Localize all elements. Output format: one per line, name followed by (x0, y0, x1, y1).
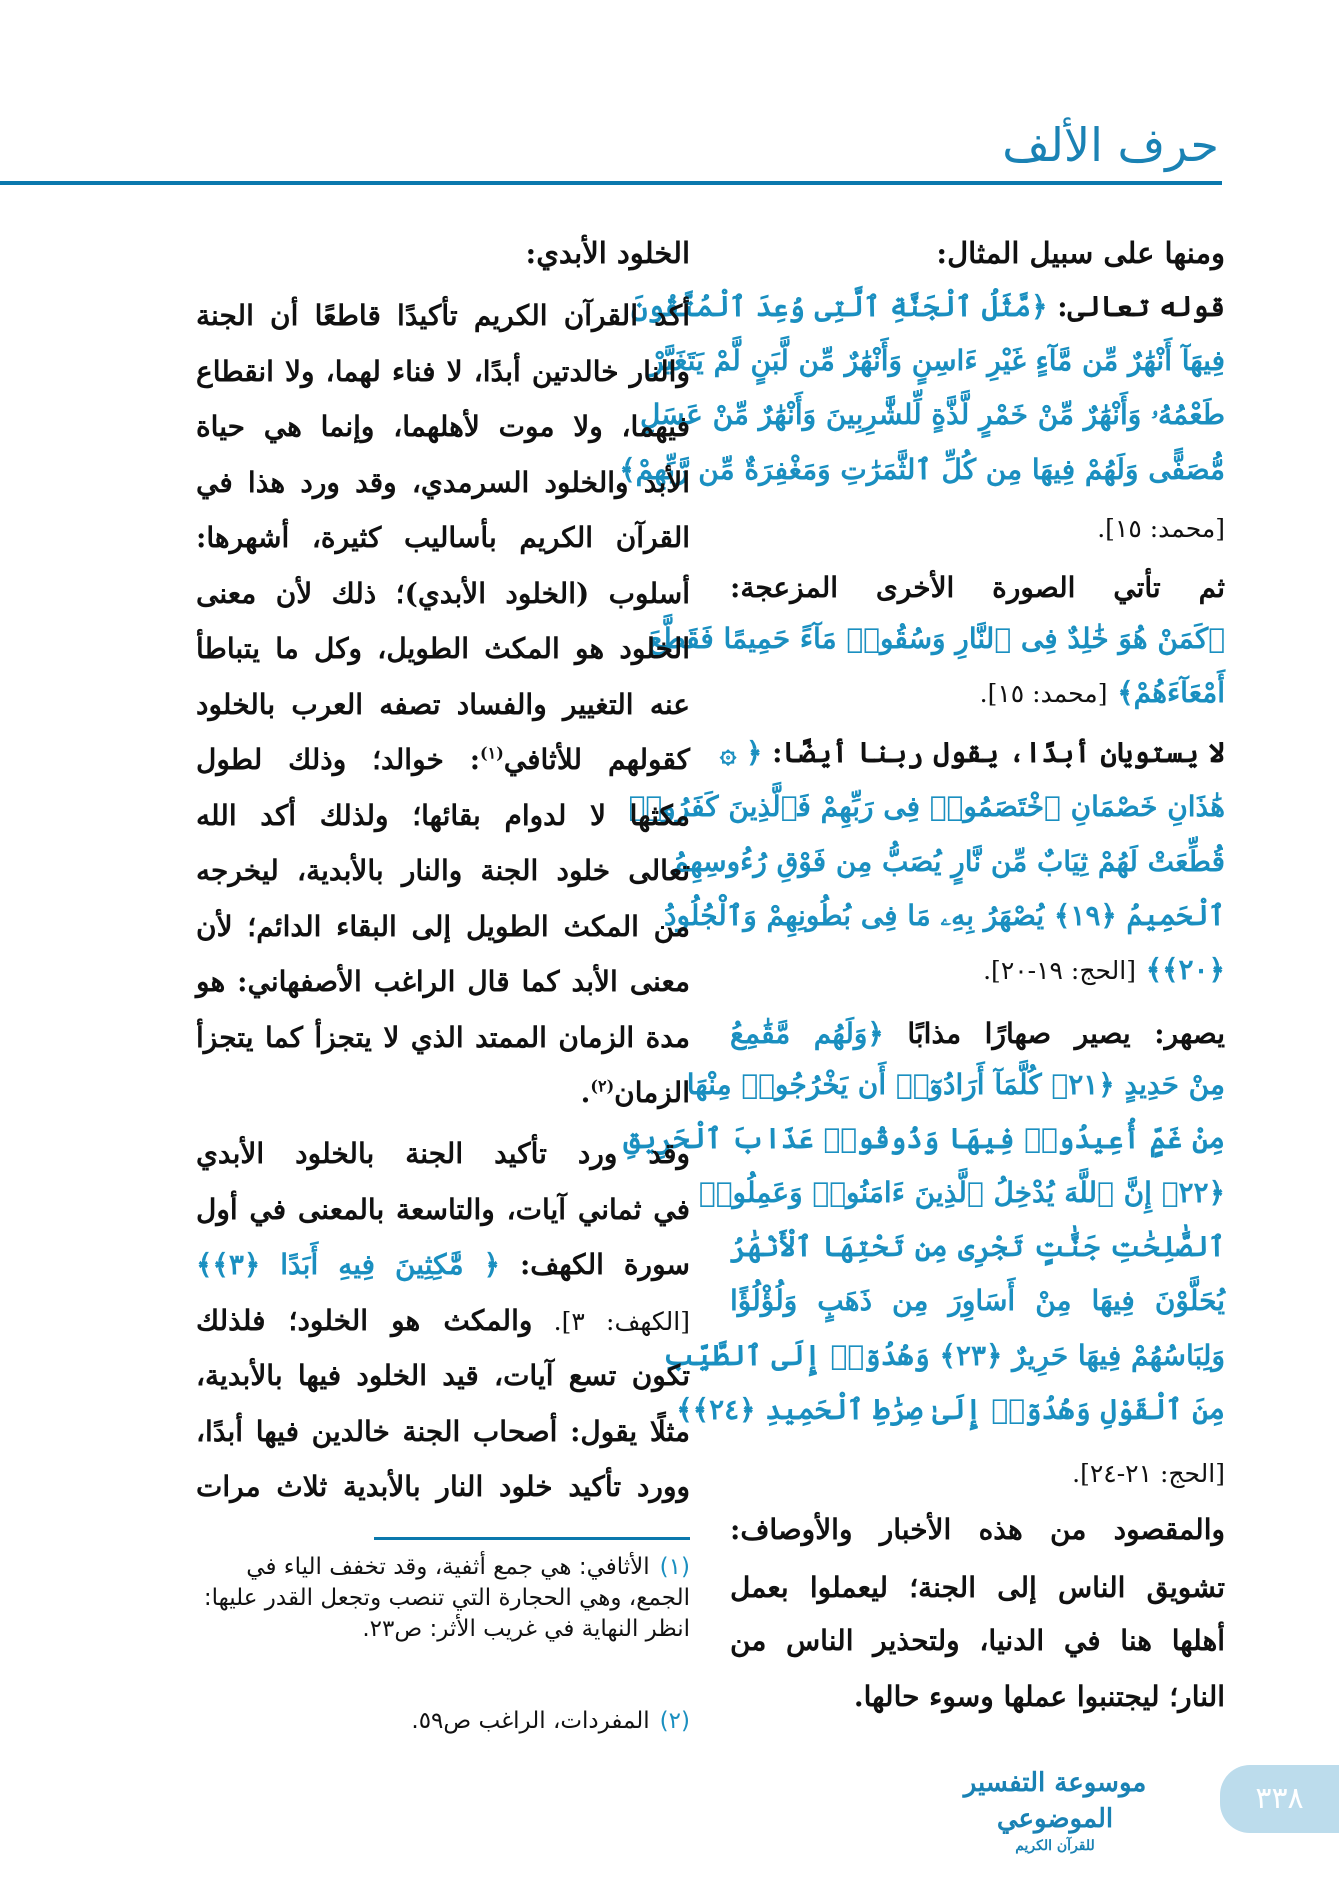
text-line (671, 835, 1225, 889)
body-text: تعالى خلود الجنة والنار بالأبدية، ليخرجه (196, 854, 690, 887)
body-text: فيهما، ولا موت لأهلهما، وإنما هي حياة (196, 410, 690, 443)
page-number: ٣٣٨ (1220, 1765, 1339, 1833)
text-line (196, 844, 690, 898)
text-line (730, 1561, 1225, 1615)
body-text: أسلوب (الخلود الأبدي)؛ ذلك لأن معنى (196, 577, 690, 610)
body-text: الخلود هو المكث الطويل، وكل ما يتباطأ (196, 632, 690, 665)
quran-verse: قُطِّعَتْ لَهُمْ ثِيَابٌ مِّن نَّارٍ يُصَبُّ مِن فَوْقِ رُءُوسِهِمُ (671, 845, 1225, 878)
text-line (196, 1238, 690, 1292)
text-line (664, 889, 1225, 943)
body-text: عنه التغيير والفساد تصفه العرب بالخلود (196, 688, 690, 721)
footnote-divider (374, 1537, 690, 1540)
verse-reference: [الحج: ١٩-٢٠]. (983, 956, 1136, 985)
text-line (196, 289, 690, 343)
text-line (730, 1007, 1225, 1061)
text-line (730, 1220, 1225, 1274)
quran-verse: وَلِبَاسُهُمْ فِيهَا حَرِيرٌ ﴿٢٣﴾ وَهُدُوٓا۟ إِلَى ٱلطَّيِّبِ (663, 1339, 1225, 1372)
body-text: تكون تسع آيات، قيد الخلود فيها بالأبدية، (196, 1359, 690, 1392)
text-line (730, 1446, 1225, 1500)
text-line (196, 1066, 690, 1120)
body-text: يصهر: يصير صهارًا مذابًا (883, 1017, 1226, 1050)
text-line (730, 1614, 1225, 1668)
body-text: سورة الكهف: (500, 1248, 690, 1281)
body-text: أهلها هنا في الدنيا، ولتحذير الناس من (730, 1624, 1225, 1657)
verse-reference: [الكهف: ٣]. (532, 1307, 690, 1336)
body-text: ثم تأتي الصورة الأخرى المزعجة: (730, 571, 1225, 604)
body-text: وقد ورد تأكيد الجنة بالخلود الأبدي (196, 1137, 690, 1170)
footnote-number: (١) (659, 1554, 690, 1580)
text-line (196, 789, 690, 843)
quran-verse: ﴿وَلَهُم مَّقَٰمِعُ (730, 1017, 884, 1050)
text-line (196, 400, 690, 454)
quran-verse: ﴿٢٢﴾ إِنَّ ٱللَّهَ يُدْخِلُ ٱلَّذِينَ ءَامَنُوا۟ وَعَمِلُوا۟ (698, 1176, 1225, 1209)
quran-verse: مِنَ ٱلْقَوْلِ وَهُدُوٓا۟ إِلَىٰ صِرَٰطِ ٱلْحَمِيدِ ﴿٢٤﴾﴾ (676, 1393, 1225, 1426)
quran-verse: ﴿مَّثَلُ ٱلْجَنَّةِ ٱلَّتِى وُعِدَ ٱلْمُتَّقُونَ (631, 290, 1048, 323)
body-text: الزمان (614, 1076, 690, 1109)
footnote-number: (٢) (659, 1708, 690, 1734)
quran-verse: ﴿٢٠﴾﴾ (1135, 953, 1225, 986)
body-text: أكد القرآن الكريم تأكيدًا قاطعًا أن الجنة (196, 299, 690, 332)
footnote-2 (196, 1706, 690, 1737)
verse-reference: [محمد: ١٥]. (1097, 514, 1225, 543)
text-line (196, 456, 690, 510)
quran-verse: هَٰذَانِ خَصْمَانِ ٱخْتَصَمُوا۟ فِى رَبِّهِمْ فَٱلَّذِينَ كَفَرُوا۟ (628, 790, 1225, 823)
body-text: تشويق الناس إلى الجنة؛ ليعملوا بعمل (730, 1571, 1225, 1604)
body-text: لا يستويان أبدًا، يقول ربنا أيضًا: (762, 736, 1225, 769)
text-line (730, 1274, 1225, 1328)
text-line (730, 226, 1225, 280)
body-text: والمكث هو الخلود؛ فلذلك (196, 1304, 533, 1337)
chapter-title: حرف الألف (1002, 118, 1219, 172)
text-line (196, 955, 690, 1009)
body-text: كقولهم للأثافي (503, 743, 690, 776)
quran-verse: أَمْعَآءَهُمْ﴾ (1107, 676, 1225, 709)
text-line (196, 1294, 690, 1348)
text-line (628, 780, 1225, 834)
body-text: والنار خالدتين أبدًا، لا فناء لهما، ولا انقطاع (196, 355, 690, 388)
body-text: الخلود الأبدي: (525, 236, 690, 270)
text-line (663, 1329, 1225, 1383)
text-line (196, 345, 690, 399)
body-text: القرآن الكريم بأساليب كثيرة، أشهرها: (196, 521, 690, 554)
text-line (196, 511, 690, 565)
text-line (196, 226, 690, 280)
footnote-marker: (١) (480, 743, 504, 763)
header-divider (0, 181, 1222, 185)
quran-verse: ٱلْحَمِيمُ ﴿١٩﴾ يُصْهَرُ بِهِۦ مَا فِى بُطُونِهِمْ وَٱلْجُلُودُ (664, 899, 1225, 932)
body-text: وورد تأكيد خلود النار بالأبدية ثلاث مرات (196, 1470, 690, 1503)
body-text: معنى الأبد كما قال الراغب الأصفهاني: هو (196, 965, 690, 998)
quran-verse: طَعْمُهُۥ وَأَنْهَٰرٌ مِّنْ خَمْرٍ لَّذَّةٍ لِّلشَّٰرِبِينَ وَأَنْهَٰرٌ مِّنْ عَسَلٍ (639, 398, 1225, 431)
text-line (196, 1460, 690, 1514)
text-line (648, 612, 1225, 666)
text-line (719, 726, 1225, 780)
text-line (196, 900, 690, 954)
text-line (196, 733, 690, 787)
body-text: النار؛ ليجتنبوا عملها وسوء حالها. (853, 1680, 1225, 1713)
text-line (196, 1011, 690, 1065)
text-line (698, 1166, 1225, 1220)
quran-verse: مُّصَفًّى وَلَهُمْ فِيهَا مِن كُلِّ ٱلثَّمَرَٰتِ وَمَغْفِرَةٌ مِّن رَّبِّهِمْ﴾ (619, 453, 1225, 486)
quran-verse: مِنْ غَمٍّ أُعِيدُوا۟ فِيهَا وَذُوقُوا۟ عَذَابَ ٱلْحَرِيقِ (623, 1122, 1225, 1155)
quran-verse: فِيهَآ أَنْهَٰرٌ مِّن مَّآءٍ غَيْرِ ءَاسِنٍ وَأَنْهَٰرٌ مِّن لَّبَنٍ لَّمْ يَتَغَيَّرْ (650, 344, 1225, 377)
text-line (650, 334, 1225, 388)
body-text: : خوالد؛ وذلك لطول (196, 743, 481, 776)
quran-verse: يُحَلَّوْنَ فِيهَا مِنْ أَسَاوِرَ مِن ذَهَبٍ وَلُؤْلُؤًا (730, 1284, 1225, 1317)
footnote-marker: (٢) (590, 1076, 615, 1096)
body-text: قوله تعالى: (1047, 290, 1225, 323)
encyclopedia-logo (930, 1765, 1180, 1855)
quran-verse: ﴿ ۞ (719, 736, 763, 769)
body-text: ومنها على سبيل المثال: (936, 236, 1225, 270)
logo-title: موسوعة التفسير الموضوعي (963, 1768, 1147, 1834)
text-line (676, 1383, 1225, 1437)
text-line (686, 1058, 1225, 1112)
text-line (730, 1670, 1225, 1724)
verse-reference: [الحج: ٢١-٢٤]. (1072, 1459, 1225, 1488)
body-text: في ثماني آيات، والتاسعة بالمعنى في أول (196, 1193, 690, 1226)
quran-verse: ﴿ مَّٰكِثِينَ فِيهِ أَبَدًا ﴿٣﴾﴾ (196, 1248, 500, 1281)
body-text: مثلًا يقول: أصحاب الجنة خالدين فيها أبدًا، (196, 1415, 690, 1448)
footnote-text: المفردات، الراغب ص٥٩. (411, 1708, 650, 1734)
logo-subtitle: للقرآن الكريم (1015, 1838, 1095, 1854)
text-line (730, 666, 1225, 720)
body-text: مدة الزمان الممتد الذي لا يتجزأ كما يتجزأ (196, 1021, 690, 1054)
text-line (730, 1503, 1225, 1557)
text-line (730, 561, 1225, 615)
footnote-text: الأثافي: هي جمع أثفية، وقد تخفف الياء في الجمع، وهي الحجارة التي تنصب وتجعل القدر عليها: انظر النهاية في غريب الأثر: ص٢٣. (203, 1554, 690, 1642)
verse-reference: [محمد: ١٥]. (979, 679, 1108, 708)
body-text: الأبد والخلود السرمدي، وقد ورد هذا في (196, 466, 690, 499)
text-line (196, 1405, 690, 1459)
body-text: والمقصود من هذه الأخبار والأوصاف: (730, 1513, 1225, 1546)
text-line (639, 388, 1225, 442)
body-text: . (580, 1076, 591, 1109)
text-line (196, 622, 690, 676)
body-text: مكثها لا لدوام بقائها؛ ولذلك أكد الله (196, 799, 690, 832)
quran-verse: ﴿كَمَنْ هُوَ خَٰلِدٌ فِى ٱلنَّارِ وَسُقُوا۟ مَآءً حَمِيمًا فَقَطَّعَ (648, 622, 1225, 655)
text-line (631, 280, 1225, 334)
text-line (619, 443, 1225, 497)
quran-verse: مِنْ حَدِيدٍ ﴿٢١﴾ كُلَّمَآ أَرَادُوٓا۟ أَن يَخْرُجُوا۟ مِنْهَا (686, 1068, 1225, 1101)
text-line (196, 567, 690, 621)
quran-verse: ٱلصَّٰلِحَٰتِ جَنَّٰتٍ تَجْرِى مِن تَحْتِهَا ٱلْأَنْهَٰرُ (730, 1230, 1225, 1263)
text-line (196, 1349, 690, 1403)
text-line (196, 1127, 690, 1181)
text-line (730, 501, 1225, 555)
text-line (196, 678, 690, 732)
text-line (623, 1112, 1225, 1166)
text-line (730, 943, 1225, 997)
footnote-1 (196, 1552, 690, 1645)
text-line (196, 1183, 690, 1237)
body-text: من المكث الطويل إلى البقاء الدائم؛ لأن (196, 910, 690, 943)
